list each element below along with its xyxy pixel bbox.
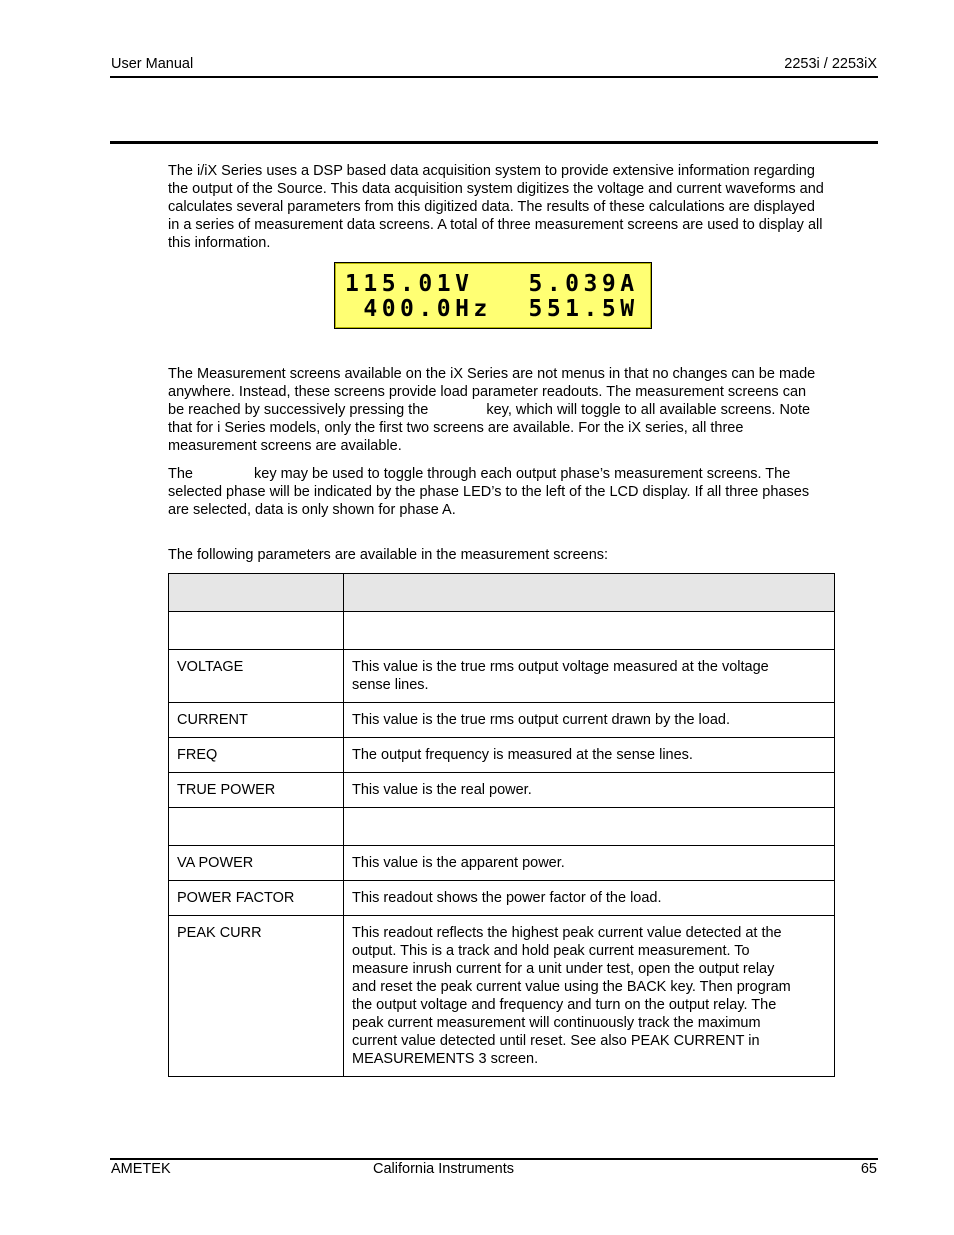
table-row	[169, 773, 835, 808]
desc-line: This value is the real power.	[352, 782, 532, 798]
desc-line: This readout reflects the highest peak current value detected at the	[352, 925, 782, 941]
param-name: PEAK CURR	[169, 916, 344, 1077]
table-cell	[344, 808, 835, 846]
desc-line: The output frequency is measured at the sense lines.	[352, 747, 693, 763]
param-name: POWER FACTOR	[169, 881, 344, 916]
param-description	[344, 773, 835, 808]
parameters-intro: The following parameters are available in the measurement screens:	[168, 547, 609, 563]
parameters-table	[168, 573, 835, 1077]
param-name: VA POWER	[169, 846, 344, 881]
phase-key-paragraph	[168, 465, 880, 519]
para-line: The Measurement screens available on the iX Series are not menus in that no changes can be made	[168, 366, 816, 382]
table-row	[169, 703, 835, 738]
table-row	[169, 916, 835, 1077]
table-section-row	[169, 808, 835, 846]
para-text: The	[168, 466, 193, 482]
param-name: FREQ	[169, 738, 344, 773]
intro-line: calculates several parameters from this digitized data. The results of these calculations are displayed	[168, 199, 815, 215]
para-line: selected phase will be indicated by the phase LED’s to the left of the LCD display. If all three phases	[168, 484, 810, 500]
table-row	[169, 846, 835, 881]
section-rule	[110, 141, 878, 144]
param-name: CURRENT	[169, 703, 344, 738]
intro-paragraph	[168, 162, 880, 252]
param-description	[344, 703, 835, 738]
desc-line: sense lines.	[352, 677, 429, 693]
para-line: anywhere. Instead, these screens provide load parameter readouts. The measurement screens can	[168, 384, 807, 400]
footer-left: AMETEK	[111, 1161, 171, 1177]
lcd-line-2: 400.0Hz 551.5W	[345, 296, 639, 322]
para-text: key, which will toggle to all available screens. Note	[486, 402, 811, 418]
table-header-row	[169, 574, 835, 612]
para-line	[168, 465, 880, 483]
header-left: User Manual	[111, 56, 194, 72]
param-description	[344, 881, 835, 916]
table-section-row	[169, 612, 835, 650]
table-cell	[344, 612, 835, 650]
param-name: TRUE POWER	[169, 773, 344, 808]
param-description	[344, 738, 835, 773]
header-right: 2253i / 2253iX	[784, 56, 877, 72]
para-line: that for i Series models, only the first two screens are available. For the iX series, all three	[168, 420, 744, 436]
desc-line: MEASUREMENTS 3 screen.	[352, 1051, 539, 1067]
param-name: VOLTAGE	[169, 650, 344, 703]
footer-rule	[110, 1158, 878, 1160]
footer-center: California Instruments	[373, 1161, 515, 1177]
table-header-cell	[344, 574, 835, 612]
intro-line: The i/iX Series uses a DSP based data acquisition system to provide extensive information regarding	[168, 163, 815, 179]
param-description	[344, 916, 835, 1077]
page-number: 65	[860, 1161, 877, 1177]
intro-line: the output of the Source. This data acquisition system digitizes the voltage and current waveforms and	[168, 181, 824, 197]
desc-line: output. This is a track and hold peak current measurement. To	[352, 943, 750, 959]
desc-line: This value is the true rms output voltage measured at the voltage	[352, 659, 769, 675]
para-line: are selected, data is only shown for phase A.	[168, 502, 456, 518]
desc-line: This readout shows the power factor of the load.	[352, 890, 662, 906]
desc-line: peak current measurement will continuously track the maximum	[352, 1015, 761, 1031]
desc-line: current value detected until reset. See also PEAK CURRENT in	[352, 1033, 760, 1049]
table-cell	[169, 808, 344, 846]
table-row	[169, 881, 835, 916]
table-header-cell	[169, 574, 344, 612]
table-row	[169, 738, 835, 773]
desc-line: This value is the true rms output current drawn by the load.	[352, 712, 730, 728]
desc-line: measure inrush current for a unit under test, open the output relay	[352, 961, 775, 977]
header-rule	[110, 76, 878, 78]
lcd-line-1: 115.01V 5.039A	[345, 271, 639, 297]
para-line	[168, 401, 880, 419]
desc-line: This value is the apparent power.	[352, 855, 565, 871]
intro-line: in a series of measurement data screens. A total of three measurement screens are used to display all	[168, 217, 823, 233]
table-cell	[169, 612, 344, 650]
param-description	[344, 846, 835, 881]
desc-line: and reset the peak current value using the BACK key. Then program	[352, 979, 791, 995]
table-row	[169, 650, 835, 703]
desc-line: the output voltage and frequency and turn on the output relay. The	[352, 997, 777, 1013]
para-text: be reached by successively pressing the	[168, 402, 429, 418]
param-description	[344, 650, 835, 703]
intro-line: this information.	[168, 235, 271, 251]
para-text: key may be used to toggle through each output phase’s measurement screens. The	[254, 466, 791, 482]
measurement-screens-paragraph	[168, 365, 880, 455]
para-line: measurement screens are available.	[168, 438, 402, 454]
lcd-display	[334, 262, 652, 329]
